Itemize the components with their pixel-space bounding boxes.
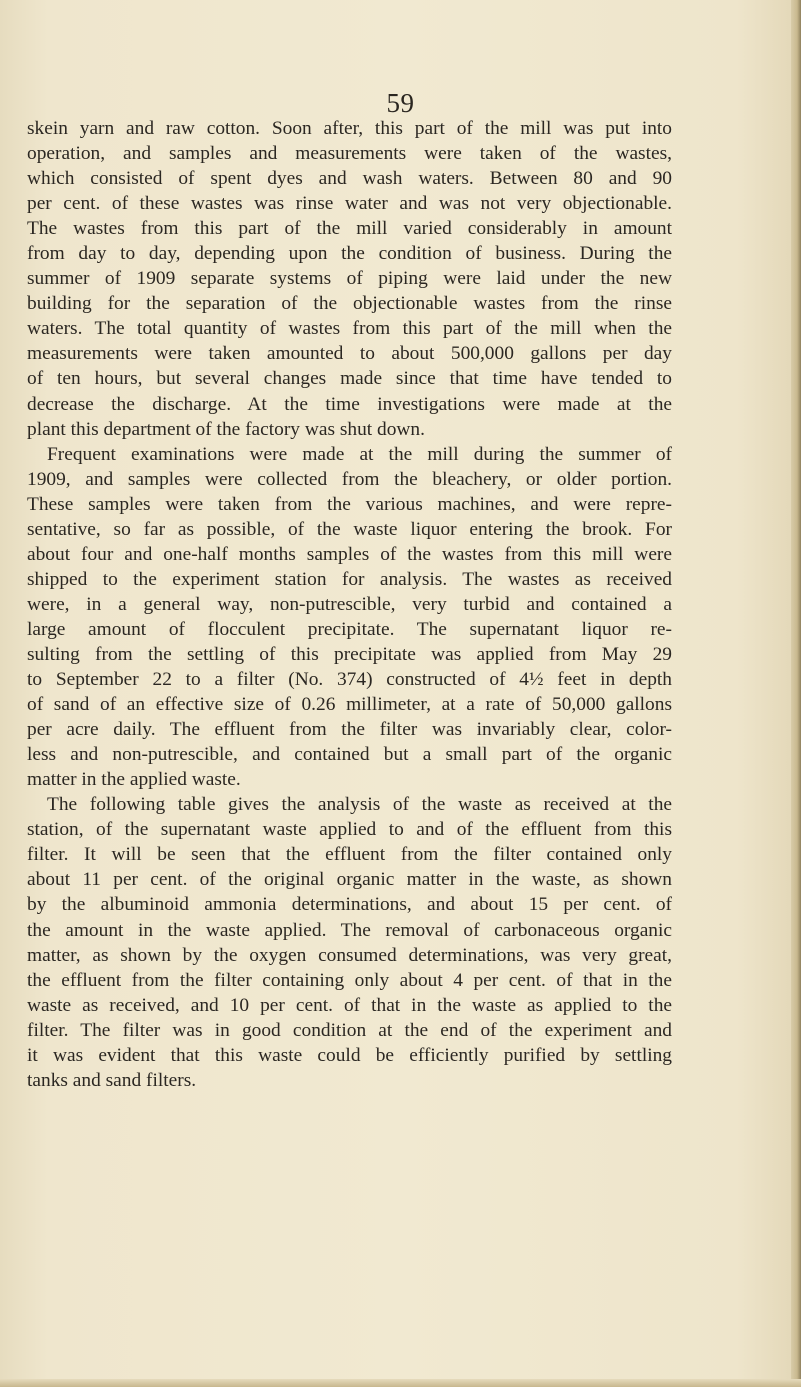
text-line: matter in the applied waste. [27,769,241,791]
text-line: about four and one-half months samples of the wastes from this mill were [27,543,672,565]
text-line: sentative, so far as possible, of the waste liquor entering the brook. For [27,518,672,540]
text-line: waters. The total quantity of wastes from this part of the mill when the [27,318,672,340]
page-number: 59 [386,88,415,118]
page-edge-shadow [791,0,801,1387]
text-line: per acre daily. The effluent from the filter was invariably clear, color- [27,719,672,741]
text-line: waste as received, and 10 per cent. of that in the waste as applied to the [27,994,672,1016]
body-text [27,116,672,1093]
paragraph-3 [27,792,672,1093]
text-line: The wastes from this part of the mill varied considerably in amount [27,218,672,240]
text-line: of sand of an effective size of 0.26 millimeter, at a rate of 50,000 gallons [27,694,672,716]
text-line: less and non-putrescible, and contained but a small part of the organic [27,744,672,766]
text-line: measurements were taken amounted to about 500,000 gallons per day [27,343,672,365]
paragraph-1 [27,116,672,442]
page-bottom-edge [0,1379,801,1387]
text-line: sulting from the settling of this precipitate was applied from May 29 [27,643,672,665]
text-line: to September 22 to a filter (No. 374) constructed of 4½ feet in depth [27,669,672,691]
text-line: building for the separation of the objectionable wastes from the rinse [27,293,672,315]
text-line: about 11 per cent. of the original organic matter in the waste, as shown [27,869,672,891]
paragraph-2 [27,442,672,793]
text-line: filter. It will be seen that the effluent from the filter contained only [27,844,672,866]
text-line: Frequent examinations were made at the mill during the summer of [47,443,672,465]
text-line: were, in a general way, non-putrescible, very turbid and contained a [27,593,672,615]
text-line: by the albuminoid ammonia determinations, and about 15 per cent. of [27,894,672,916]
text-line: filter. The filter was in good condition at the end of the experiment and [27,1019,672,1041]
text-line: large amount of flocculent precipitate. The supernatant liquor re- [27,618,672,640]
text-line: plant this department of the factory was shut down. [27,418,425,440]
text-line: per cent. of these wastes was rinse water and was not very objectionable. [27,193,672,215]
text-line: of ten hours, but several changes made since that time have tended to [27,368,672,390]
text-line: tanks and sand filters. [27,1069,197,1091]
text-line: These samples were taken from the various machines, and were repre- [27,493,672,515]
text-line: the effluent from the filter containing only about 4 per cent. of that in the [27,969,672,991]
text-line: 1909, and samples were collected from the bleachery, or older portion. [27,468,672,490]
text-line: summer of 1909 separate systems of piping were laid under the new [27,268,672,290]
text-line: decrease the discharge. At the time investigations were made at the [27,393,672,415]
text-line: station, of the supernatant waste applied to and of the effluent from this [27,819,672,841]
text-line: from day to day, depending upon the condition of business. During the [27,243,672,265]
text-line: the amount in the waste applied. The removal of carbonaceous organic [27,919,672,941]
text-line: which consisted of spent dyes and wash waters. Between 80 and 90 [27,168,672,190]
text-line: The following table gives the analysis of the waste as received at the [47,794,672,816]
text-line: shipped to the experiment station for analysis. The wastes as received [27,568,672,590]
text-line: operation, and samples and measurements were taken of the wastes, [27,143,672,165]
text-line: matter, as shown by the oxygen consumed determinations, was very great, [27,944,672,966]
text-line: it was evident that this waste could be efficiently purified by settling [27,1044,672,1066]
text-line: skein yarn and raw cotton. Soon after, this part of the mill was put into [27,118,672,139]
